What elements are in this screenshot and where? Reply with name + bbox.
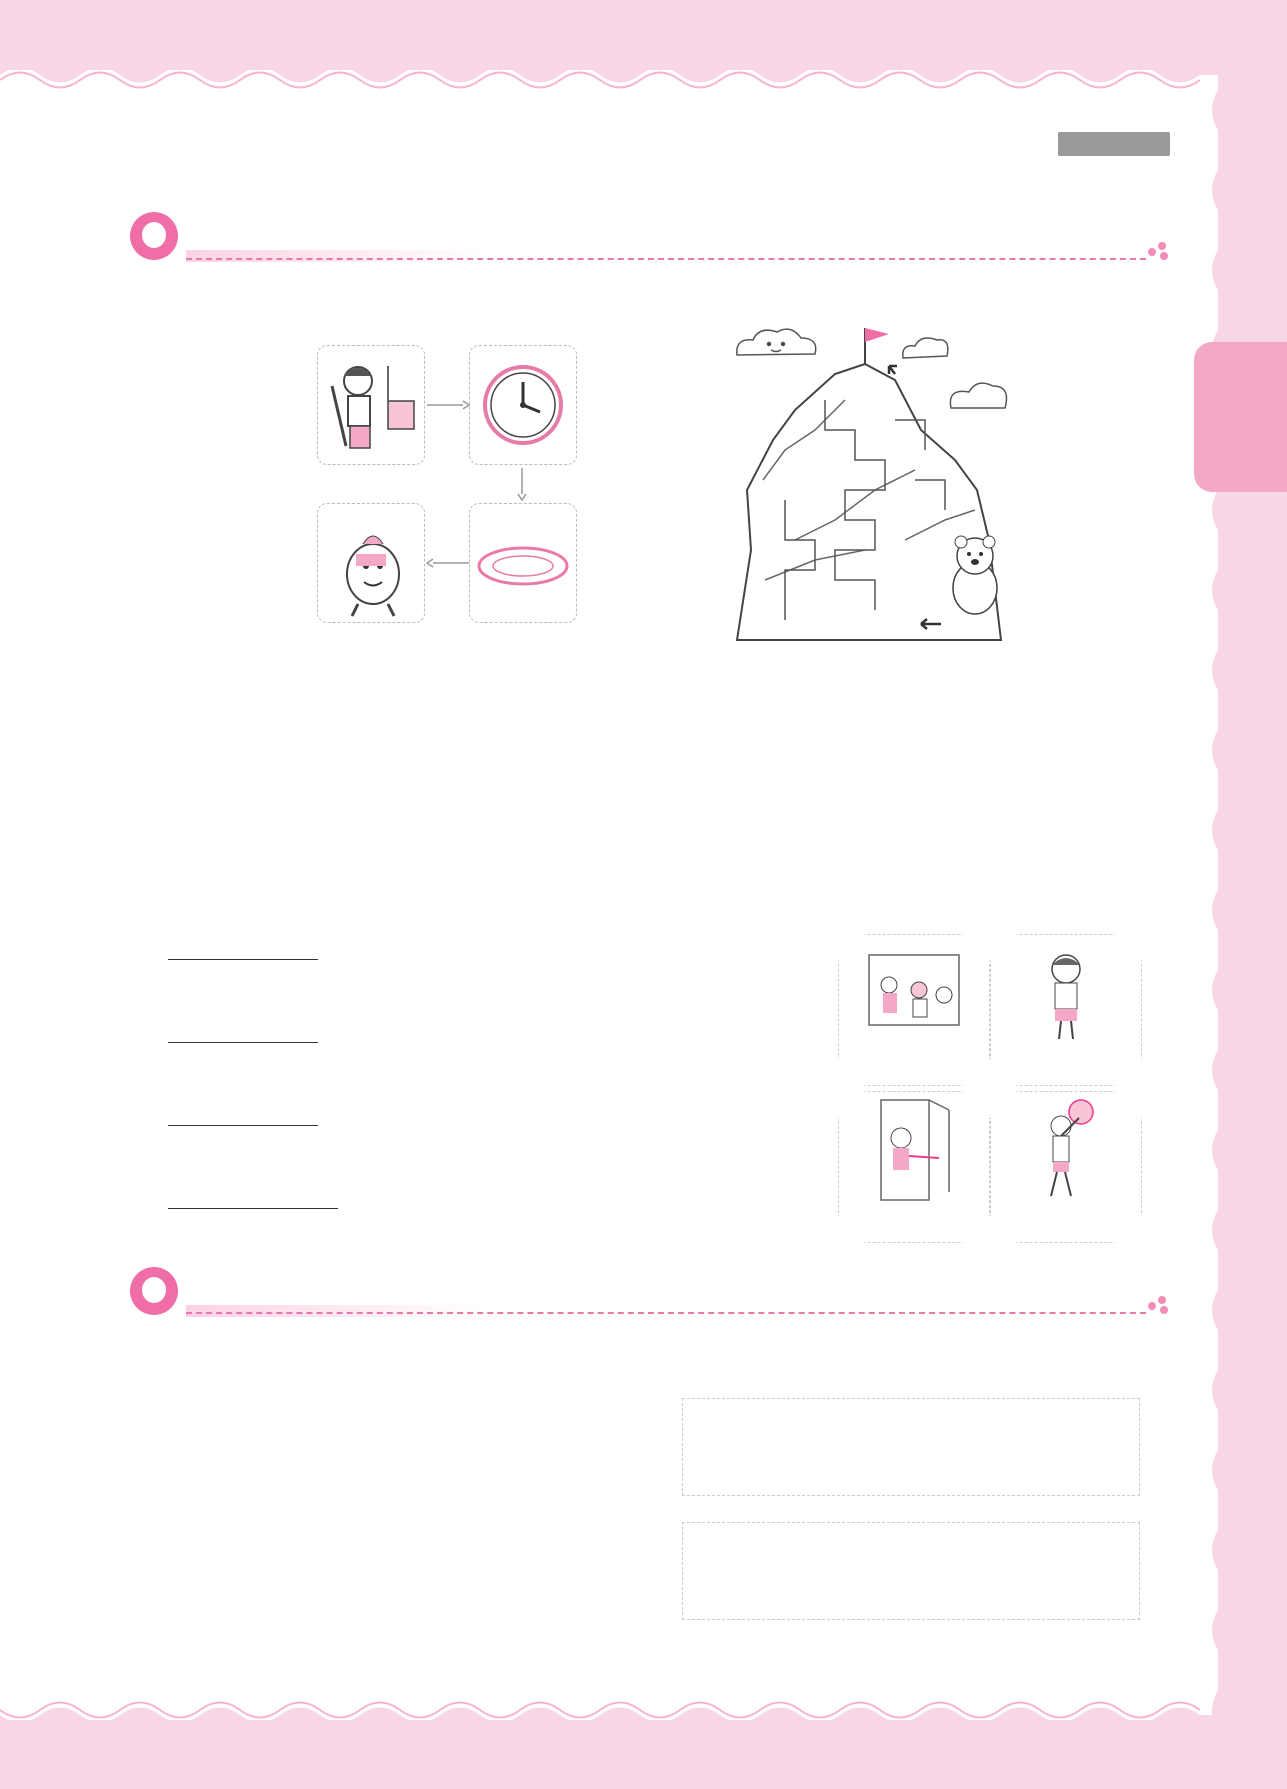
- bear-icon: [953, 536, 997, 614]
- picture-card-1: [838, 934, 990, 1086]
- arrow-down-icon: [512, 466, 532, 502]
- section-divider: [186, 258, 1146, 260]
- cloud-icon: [737, 329, 816, 355]
- dots-decoration: [1148, 242, 1176, 258]
- picture-card-3: [838, 1091, 990, 1243]
- fill-sentence-3: [168, 1098, 318, 1126]
- picture-card-2: [990, 934, 1142, 1086]
- arrow-end-icon: [889, 366, 897, 374]
- wavy-border-top: [0, 50, 1287, 90]
- child-face-icon: [130, 1267, 178, 1315]
- picture-eggplant-character: [317, 503, 425, 623]
- answer-blank-3[interactable]: [168, 1099, 318, 1126]
- arrow-right-icon: [423, 395, 473, 415]
- fill-sentence-4: [168, 1181, 338, 1209]
- arrow-left-icon: [423, 553, 473, 573]
- cloud-icon: [903, 338, 948, 358]
- cloud-icon: [950, 383, 1006, 408]
- answer-blank-4[interactable]: [168, 1182, 338, 1209]
- wavy-border-bottom: [0, 1700, 1287, 1740]
- dots-decoration: [1148, 1296, 1176, 1312]
- answer-box-clear[interactable]: [682, 1398, 1140, 1496]
- picture-card-4: [990, 1091, 1142, 1243]
- section-divider: [186, 1312, 1146, 1314]
- child-face-icon: [130, 212, 178, 260]
- fill-sentence-2: [168, 1015, 318, 1043]
- unit-tab: [1194, 342, 1287, 492]
- answer-reference-badge: [1058, 132, 1170, 156]
- picture-boy-playing: [317, 345, 425, 465]
- wavy-border-right: [1200, 50, 1240, 1740]
- picture-plate: [469, 503, 577, 623]
- flag-icon: [865, 328, 889, 368]
- answer-blank-2[interactable]: [168, 1016, 318, 1043]
- answer-blank-1[interactable]: [168, 933, 318, 960]
- answer-box-please[interactable]: [682, 1522, 1140, 1620]
- fill-sentence-1: [168, 932, 318, 960]
- picture-clock: [469, 345, 577, 465]
- mountain-maze: [725, 320, 1025, 650]
